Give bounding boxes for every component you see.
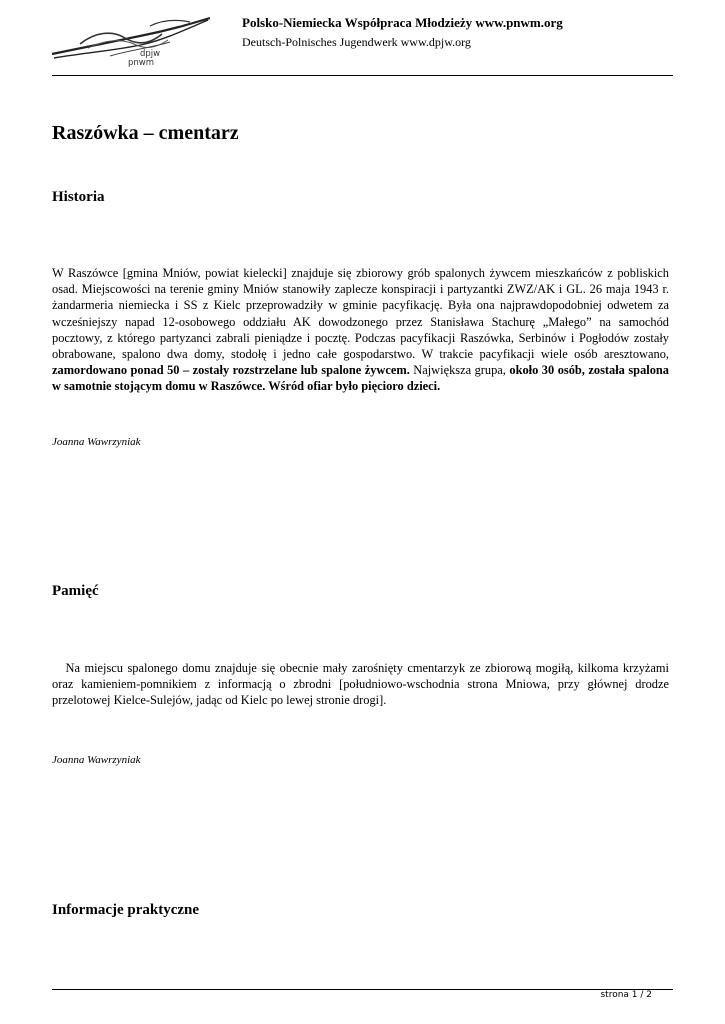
section-heading-historia: Historia	[52, 189, 105, 205]
historia-paragraph	[52, 265, 669, 395]
logo-text-dpjw: dpjw	[140, 49, 161, 59]
header-title: Polsko-Niemiecka Współpraca Młodzieży www.pnwm.org	[242, 15, 563, 30]
page-number: strona 1 / 2	[600, 990, 652, 1000]
page-header	[0, 0, 725, 76]
historia-text-1: W Raszówce [gmina Mniów, powiat kielecki] znajduje się zbiorowy grób spalonych żywcem mieszkańców z pobliskich osad. Miejscowości na terenie gminy Mniów stanowiły zaplecze konspiracji i partyzantki ZWZ/AK i GL. 26 maja 1943 r. żandarmeria niemiecka i SS z Kielc przeprowadziły w gminie pacyfikację. Była ona najprawdopodobniej odwetem za wcześniejszy napad 12-osobowego oddziału AK dowodzonego przez Stanisława Stachurę „Małego” na samochód pocztowy, z którego partyzanci zabrali pieniądze i pocztę. Podczas pacyfikacji Raszówka, Serbinów i Pogłodów zostały obrabowane, spalono dwa domy, stodołę i jedno całe gospodarstwo. W trakcie pacyfikacji wiele osób aresztowano,	[52, 266, 669, 362]
page-title: Raszówka – cmentarz	[52, 122, 239, 144]
historia-text-2: Największa grupa,	[409, 363, 510, 378]
pamiec-paragraph: Na miejscu spalonego domu znajduje się obecnie mały zarośnięty cmentarzyk ze zbiorową mogiłą, kilkoma krzyżami oraz kamieniem-pomnikiem z informacją o zbrodni [południowo-wschodnia strona Mniowa, przy głównej drodze przelotowej Kielce-Sulejów, jadąc od Kielc po lewej stronie drogi].	[52, 661, 673, 708]
dpjw-pnwm-logo	[50, 14, 215, 72]
section-heading-pamiec: Pamięć	[52, 583, 99, 599]
header-divider	[52, 75, 673, 76]
footer-divider	[52, 989, 673, 990]
pamiec-author: Joanna Wawrzyniak	[52, 754, 141, 766]
section-heading-informacje: Informacje praktyczne	[52, 902, 200, 918]
historia-bold-2: około 30 osób, została spalona w samotnie stojącym domu w Raszówce. Wśród ofiar było pięcioro dzieci.	[52, 363, 669, 394]
logo-text-pnwm: pnwm	[128, 58, 155, 68]
historia-bold-1: zamordowano ponad 50 – zostały rozstrzelane lub spalone żywcem.	[52, 363, 410, 378]
header-subtitle: Deutsch-Polnisches Jugendwerk www.dpjw.org	[242, 35, 471, 49]
historia-author: Joanna Wawrzyniak	[52, 436, 141, 448]
